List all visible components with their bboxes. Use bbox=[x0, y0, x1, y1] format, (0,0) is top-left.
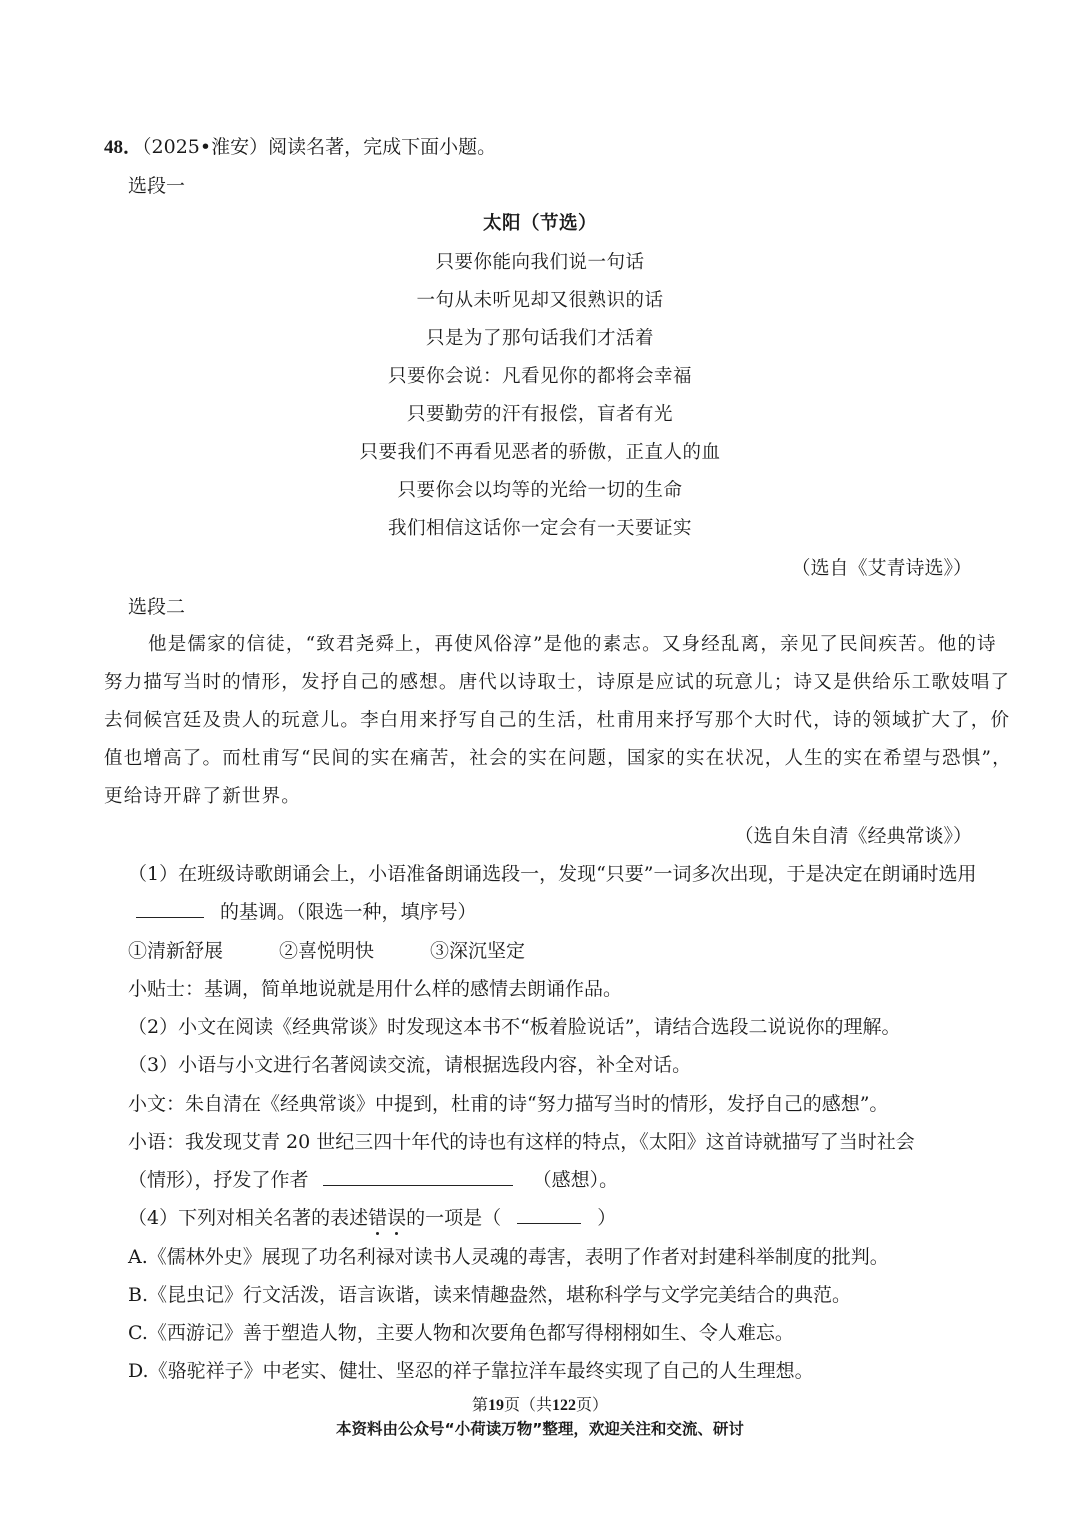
q4-emphasis: 错 bbox=[368, 1207, 388, 1229]
prose-line: 更给诗开辟了新世界。 bbox=[104, 786, 302, 807]
q1-option: ③深沉坚定 bbox=[430, 940, 526, 962]
poem-line: 只要我们不再看见恶者的骄傲，正直人的血 bbox=[359, 442, 721, 463]
poem-line: 只要你能向我们说一句话 bbox=[435, 252, 645, 273]
q4-option-a: A.《儒林外史》展现了功名利禄对读书人灵魂的毒害，表明了作者对封建科举制度的批判。 bbox=[128, 1246, 889, 1268]
q2-text: （2）小文在阅读《经典常谈》时发现这本书不“板着脸说话”，请结合选段二说说你的理解。 bbox=[128, 1016, 901, 1038]
q3-xiaoyu-head: （情形），抒发了作者 bbox=[128, 1169, 309, 1191]
q1-options bbox=[128, 939, 581, 963]
q3-xiaoyu-tail: （感想）。 bbox=[532, 1169, 619, 1191]
q3-answer-blank[interactable] bbox=[323, 1169, 513, 1186]
section1-source: （选自《艾青诗选》） bbox=[791, 557, 972, 579]
q3-xiaoyu-line1: 小语：我发现艾青 20 世纪三四十年代的诗也有这样的特点，《太阳》这首诗就描写了当时社会 bbox=[128, 1131, 915, 1153]
page-number bbox=[0, 1394, 1080, 1418]
q4-text-head: （4）下列对相关名著的表述 bbox=[128, 1207, 369, 1229]
q1-option: ①清新舒展 bbox=[128, 940, 224, 962]
q3-xiaowen: 小文：朱自清在《经典常谈》中提到，杜甫的诗“努力描写当时的情形，发抒自己的感想”。 bbox=[128, 1093, 889, 1115]
q1-answer-blank[interactable] bbox=[136, 901, 204, 918]
prose-line: 去伺候宫廷及贵人的玩意儿。李白用来抒写自己的生活，杜甫用来抒写那个大时代，诗的领域扩大了，价 bbox=[104, 710, 1011, 731]
question-header bbox=[104, 135, 496, 160]
poem-line: 我们相信这话你一定会有一天要证实 bbox=[387, 518, 692, 539]
q4-text-tail: ） bbox=[597, 1207, 617, 1229]
q1-tip: 小贴士：基调，简单地说就是用什么样的感情去朗诵作品。 bbox=[128, 978, 623, 1000]
q4-text-mid: 的一项是（ bbox=[406, 1207, 502, 1229]
section2-label: 选段二 bbox=[128, 596, 186, 618]
page-total: 122 bbox=[552, 1397, 576, 1414]
page-current: 19 bbox=[487, 1397, 504, 1414]
prose-line: 努力描写当时的情形，发抒自己的感想。唐代以诗取士，诗原是应试的玩意儿；诗又是供给乐工歌妓唱了 bbox=[104, 672, 1011, 693]
prose-line: 值也增高了。而杜甫写“民间的实在痛苦，社会的实在问题，国家的实在状况，人生的实在希望与恐惧”， bbox=[104, 748, 1012, 769]
q4-option-d: D.《骆驼祥子》中老实、健壮、坚忍的祥子靠拉洋车最终实现了自己的人生理想。 bbox=[128, 1360, 814, 1382]
poem-line: 一句从未听见却又很熟识的话 bbox=[416, 290, 664, 311]
q1-text: （1）在班级诗歌朗诵会上，小语准备朗诵选段一，发现“只要”一词多次出现，于是决定在朗诵时选用 bbox=[128, 863, 977, 885]
q4-emphasis: 误 bbox=[387, 1207, 407, 1229]
page-mid: 页（共 bbox=[503, 1397, 552, 1414]
page-suffix: 页） bbox=[576, 1397, 609, 1414]
poem-line: 只要勤劳的汗有报偿，盲者有光 bbox=[406, 404, 673, 425]
question-number: 48． bbox=[104, 137, 143, 158]
q4-option-b: B.《昆虫记》行文活泼，语言诙谐，读来情趣盎然，堪称科学与文学完美结合的典范。 bbox=[128, 1284, 852, 1306]
section1-label: 选段一 bbox=[128, 175, 186, 197]
q4-option-c: C.《西游记》善于塑造人物，主要人物和次要角色都写得栩栩如生、令人难忘。 bbox=[128, 1322, 794, 1344]
footer-note: 本资料由公众号“小荷读万物”整理，欢迎关注和交流、研讨 bbox=[336, 1420, 744, 1438]
q1-text-tail: 的基调。（限选一种，填序号） bbox=[220, 901, 477, 923]
poem-line: 只要你会说：凡看见你的都将会幸福 bbox=[387, 366, 692, 387]
q4-answer-blank[interactable] bbox=[517, 1207, 581, 1224]
page-prefix: 第 bbox=[471, 1397, 488, 1414]
q4-text bbox=[128, 1206, 616, 1230]
question-intro: （2025•淮安）阅读名著，完成下面小题。 bbox=[142, 136, 497, 158]
prose-line: 他是儒家的信徒，“致君尧舜上，再使风俗淳”是他的素志。又身经乱离，亲见了民间疾苦。他的诗 bbox=[148, 634, 997, 655]
poem-line: 只是为了那句话我们才活着 bbox=[425, 328, 654, 349]
poem-line: 只要你会以均等的光给一切的生命 bbox=[397, 480, 683, 501]
q1-answer-line bbox=[136, 900, 477, 924]
poem-title: 太阳（节选） bbox=[482, 213, 597, 234]
q1-option: ②喜悦明快 bbox=[279, 940, 375, 962]
q3-xiaoyu-line2 bbox=[128, 1168, 618, 1192]
q3-text: （3）小语与小文进行名著阅读交流，请根据选段内容，补全对话。 bbox=[128, 1054, 692, 1076]
section2-source: （选自朱自清《经典常谈》） bbox=[734, 825, 972, 847]
